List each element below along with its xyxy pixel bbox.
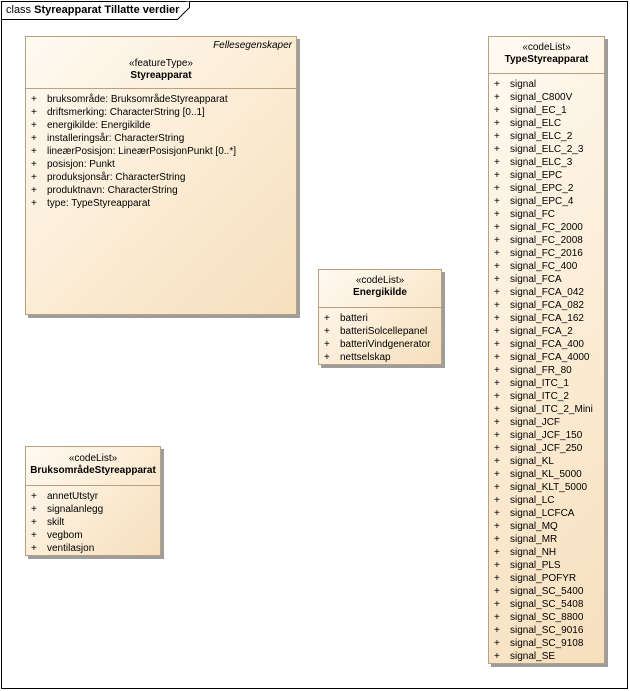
- attribute-item[interactable]: [489, 403, 604, 416]
- attribute-text: signal_FCA_2: [510, 326, 573, 337]
- attribute-item[interactable]: [26, 529, 160, 542]
- visibility-marker: +: [494, 261, 500, 272]
- class-energikilde[interactable]: [318, 269, 442, 365]
- attribute-item[interactable]: [26, 516, 160, 529]
- visibility-marker: +: [31, 543, 37, 554]
- visibility-marker: +: [324, 339, 330, 350]
- attribute-text: signal_ITC_2_Mini: [510, 404, 593, 415]
- visibility-marker: +: [31, 94, 37, 105]
- attribute-item[interactable]: [489, 624, 604, 637]
- visibility-marker: +: [494, 482, 500, 493]
- attribute-item[interactable]: [489, 559, 604, 572]
- class-stereotype: «featureType»: [129, 58, 193, 69]
- attribute-item[interactable]: [489, 299, 604, 312]
- attribute-list: [26, 486, 160, 555]
- attribute-text: signal_JCF_150: [510, 430, 583, 441]
- attribute-text: signal_MR: [510, 534, 558, 545]
- attribute-text: signal_ELC_2_3: [510, 144, 584, 155]
- attribute-item[interactable]: [26, 197, 296, 210]
- attribute-text: signal_SC_5408: [510, 599, 584, 610]
- class-name: TypeStyreapparat: [504, 54, 589, 65]
- attribute-text: skilt: [47, 517, 65, 528]
- attribute-text: vegbom: [47, 530, 83, 541]
- visibility-marker: +: [494, 391, 500, 402]
- attribute-item[interactable]: [26, 184, 296, 197]
- attribute-item[interactable]: [489, 546, 604, 559]
- attribute-text: signal_EC_1: [510, 105, 567, 116]
- attribute-item[interactable]: [489, 156, 604, 169]
- visibility-marker: +: [31, 185, 37, 196]
- class-bruksomrade-styreapparat[interactable]: [25, 446, 161, 556]
- attribute-item[interactable]: [489, 429, 604, 442]
- visibility-marker: +: [494, 573, 500, 584]
- attribute-text: signal_FC_2016: [510, 248, 583, 259]
- attribute-text: signal_SC_9016: [510, 625, 584, 636]
- class-name: Energikilde: [353, 287, 407, 298]
- attribute-item[interactable]: [489, 455, 604, 468]
- class-name: Styreapparat: [130, 70, 192, 81]
- visibility-marker: +: [324, 352, 330, 363]
- attribute-item[interactable]: [489, 585, 604, 598]
- attribute-text: signal_KL: [510, 456, 554, 467]
- attribute-text: batteriVindgenerator: [340, 339, 431, 350]
- visibility-marker: +: [494, 79, 500, 90]
- attribute-item[interactable]: [489, 377, 604, 390]
- attribute-item[interactable]: [489, 416, 604, 429]
- attribute-text: signal_JCF: [510, 417, 561, 428]
- attribute-list: [319, 308, 441, 364]
- attribute-item[interactable]: [489, 195, 604, 208]
- visibility-marker: +: [494, 118, 500, 129]
- visibility-marker: +: [31, 530, 37, 541]
- attribute-item[interactable]: [319, 312, 441, 325]
- attribute-text: signal_ELC_2: [510, 131, 573, 142]
- attribute-text: signalanlegg: [47, 504, 104, 515]
- visibility-marker: +: [494, 313, 500, 324]
- visibility-marker: +: [494, 586, 500, 597]
- attribute-list: [26, 89, 296, 210]
- visibility-marker: +: [494, 92, 500, 103]
- attribute-text: signal_ELC_3: [510, 157, 573, 168]
- attribute-item[interactable]: [26, 106, 296, 119]
- visibility-marker: +: [324, 313, 330, 324]
- attribute-text: signal_FCA_082: [510, 300, 584, 311]
- attribute-text: signal_EPC_2: [510, 183, 574, 194]
- attribute-item[interactable]: [489, 286, 604, 299]
- visibility-marker: +: [494, 326, 500, 337]
- attribute-item[interactable]: [489, 325, 604, 338]
- attribute-text: produktnavn: CharacterString: [47, 185, 178, 196]
- visibility-marker: +: [494, 521, 500, 532]
- attribute-item[interactable]: [489, 468, 604, 481]
- attribute-text: signal: [510, 79, 537, 90]
- attribute-text: signal_FCA: [510, 274, 562, 285]
- attribute-item[interactable]: [489, 143, 604, 156]
- attribute-text: signal_FC_400: [510, 261, 578, 272]
- attribute-item[interactable]: [26, 158, 296, 171]
- visibility-marker: +: [494, 560, 500, 571]
- attribute-item[interactable]: [489, 182, 604, 195]
- class-header: [26, 447, 160, 485]
- visibility-marker: +: [494, 508, 500, 519]
- class-header: [489, 37, 604, 73]
- visibility-marker: +: [494, 300, 500, 311]
- attribute-text: signal_JCF_250: [510, 443, 583, 454]
- attribute-text: signal_FCA_162: [510, 313, 584, 324]
- attribute-text: signal_FC: [510, 209, 556, 220]
- attribute-item[interactable]: [26, 93, 296, 106]
- visibility-marker: +: [494, 352, 500, 363]
- attribute-item[interactable]: [489, 611, 604, 624]
- visibility-marker: +: [494, 235, 500, 246]
- attribute-text: signal_KL_5000: [510, 469, 582, 480]
- visibility-marker: +: [494, 599, 500, 610]
- attribute-text: signal_LCFCA: [510, 508, 575, 519]
- attribute-item[interactable]: [319, 351, 441, 364]
- visibility-marker: +: [494, 209, 500, 220]
- attribute-text: signal_FCA_400: [510, 339, 584, 350]
- class-name: BruksområdeStyreapparat: [30, 465, 156, 476]
- attribute-item[interactable]: [489, 104, 604, 117]
- attribute-text: signal_FC_2008: [510, 235, 583, 246]
- attribute-text: ventilasjon: [47, 543, 95, 554]
- attribute-text: lineærPosisjon: LineærPosisjonPunkt [0..*]: [47, 146, 236, 157]
- attribute-text: signal_FCA_042: [510, 287, 584, 298]
- attribute-item[interactable]: [489, 598, 604, 611]
- class-tag: Fellesegenskaper: [213, 40, 292, 51]
- visibility-marker: +: [494, 417, 500, 428]
- class-stereotype: «codeList»: [68, 453, 118, 464]
- visibility-marker: +: [31, 107, 37, 118]
- visibility-marker: +: [494, 274, 500, 285]
- attribute-text: batteriSolcellepanel: [340, 326, 428, 337]
- visibility-marker: +: [494, 456, 500, 467]
- attribute-item[interactable]: [489, 169, 604, 182]
- attribute-text: signal_NH: [510, 547, 557, 558]
- frame-keyword: class: [6, 4, 32, 16]
- visibility-marker: +: [31, 504, 37, 515]
- visibility-marker: +: [31, 159, 37, 170]
- attribute-text: energikilde: Energikilde: [47, 120, 151, 131]
- attribute-text: bruksområde: BruksområdeStyreapparat: [47, 94, 228, 105]
- attribute-item[interactable]: [489, 117, 604, 130]
- class-stereotype: «codeList»: [522, 42, 571, 53]
- attribute-item[interactable]: [319, 325, 441, 338]
- attribute-text: produksjonsår: CharacterString: [47, 172, 186, 183]
- visibility-marker: +: [494, 638, 500, 649]
- visibility-marker: +: [31, 120, 37, 131]
- attribute-item[interactable]: [489, 520, 604, 533]
- attribute-item[interactable]: [489, 364, 604, 377]
- attribute-item[interactable]: [489, 481, 604, 494]
- attribute-item[interactable]: [489, 221, 604, 234]
- visibility-marker: +: [31, 146, 37, 157]
- attribute-item[interactable]: [26, 145, 296, 158]
- attribute-text: signal_KLT_5000: [510, 482, 588, 493]
- attribute-item[interactable]: [489, 234, 604, 247]
- visibility-marker: +: [494, 339, 500, 350]
- visibility-marker: +: [31, 491, 37, 502]
- attribute-text: signal_FR_80: [510, 365, 572, 376]
- visibility-marker: +: [494, 495, 500, 506]
- frame-title: [6, 4, 179, 16]
- attribute-item[interactable]: [489, 78, 604, 91]
- visibility-marker: +: [31, 133, 37, 144]
- attribute-text: annetUtstyr: [47, 491, 99, 502]
- visibility-marker: +: [494, 469, 500, 480]
- attribute-item[interactable]: [26, 119, 296, 132]
- visibility-marker: +: [494, 287, 500, 298]
- attribute-item[interactable]: [319, 338, 441, 351]
- attribute-item[interactable]: [489, 637, 604, 650]
- attribute-text: installeringsår: CharacterString: [47, 133, 185, 144]
- attribute-item[interactable]: [26, 132, 296, 145]
- class-header: [319, 270, 441, 307]
- visibility-marker: +: [494, 196, 500, 207]
- attribute-item[interactable]: [489, 494, 604, 507]
- visibility-marker: +: [494, 625, 500, 636]
- attribute-text: signal_ELC: [510, 118, 562, 129]
- attribute-text: driftsmerking: CharacterString [0..1]: [47, 107, 205, 118]
- class-type-styreapparat[interactable]: [488, 36, 605, 664]
- attribute-text: signal_ITC_2: [510, 391, 569, 402]
- attribute-text: posisjon: Punkt: [47, 159, 115, 170]
- attribute-item[interactable]: [489, 208, 604, 221]
- attribute-text: signal_SC_9108: [510, 638, 584, 649]
- visibility-marker: +: [31, 172, 37, 183]
- attribute-item[interactable]: [489, 533, 604, 546]
- attribute-text: signal_MQ: [510, 521, 558, 532]
- visibility-marker: +: [494, 443, 500, 454]
- visibility-marker: +: [494, 547, 500, 558]
- attribute-text: signal_SC_8800: [510, 612, 584, 623]
- attribute-text: signal_SC_5400: [510, 586, 584, 597]
- attribute-text: signal_ITC_1: [510, 378, 569, 389]
- visibility-marker: +: [324, 326, 330, 337]
- class-styreapparat[interactable]: [25, 36, 297, 315]
- attribute-text: signal_LC: [510, 495, 555, 506]
- visibility-marker: +: [494, 404, 500, 415]
- attribute-text: signal_FC_2000: [510, 222, 583, 233]
- visibility-marker: +: [494, 248, 500, 259]
- attribute-list: [489, 74, 604, 663]
- visibility-marker: +: [494, 170, 500, 181]
- attribute-text: signal_EPC_4: [510, 196, 574, 207]
- attribute-item[interactable]: [26, 542, 160, 555]
- attribute-item[interactable]: [489, 442, 604, 455]
- attribute-item[interactable]: [489, 91, 604, 104]
- visibility-marker: +: [494, 105, 500, 116]
- visibility-marker: +: [494, 378, 500, 389]
- attribute-text: nettselskap: [340, 352, 391, 363]
- visibility-marker: +: [494, 131, 500, 142]
- visibility-marker: +: [494, 365, 500, 376]
- visibility-marker: +: [494, 612, 500, 623]
- attribute-item[interactable]: [489, 338, 604, 351]
- visibility-marker: +: [31, 198, 37, 209]
- attribute-text: signal_EPC: [510, 170, 563, 181]
- attribute-text: signal_POFYR: [510, 573, 577, 584]
- class-stereotype: «codeList»: [355, 275, 405, 286]
- visibility-marker: +: [494, 144, 500, 155]
- attribute-item[interactable]: [489, 351, 604, 364]
- attribute-item[interactable]: [489, 260, 604, 273]
- attribute-text: batteri: [340, 313, 368, 324]
- attribute-item[interactable]: [489, 507, 604, 520]
- frame-name: Styreapparat Tillatte verdier: [34, 4, 180, 16]
- attribute-item[interactable]: [489, 312, 604, 325]
- attribute-item[interactable]: [489, 390, 604, 403]
- attribute-text: signal_PLS: [510, 560, 561, 571]
- visibility-marker: +: [494, 651, 500, 662]
- visibility-marker: +: [494, 157, 500, 168]
- attribute-item[interactable]: [489, 247, 604, 260]
- attribute-item[interactable]: [489, 650, 604, 663]
- attribute-item[interactable]: [26, 503, 160, 516]
- attribute-text: type: TypeStyreapparat: [47, 198, 151, 209]
- visibility-marker: +: [494, 183, 500, 194]
- attribute-item[interactable]: [26, 171, 296, 184]
- attribute-item[interactable]: [26, 490, 160, 503]
- attribute-text: signal_FCA_4000: [510, 352, 590, 363]
- attribute-text: signal_C800V: [510, 92, 573, 103]
- visibility-marker: +: [494, 430, 500, 441]
- attribute-item[interactable]: [489, 273, 604, 286]
- attribute-text: signal_SE: [510, 651, 556, 662]
- attribute-item[interactable]: [489, 572, 604, 585]
- attribute-item[interactable]: [489, 130, 604, 143]
- visibility-marker: +: [31, 517, 37, 528]
- visibility-marker: +: [494, 222, 500, 233]
- visibility-marker: +: [494, 534, 500, 545]
